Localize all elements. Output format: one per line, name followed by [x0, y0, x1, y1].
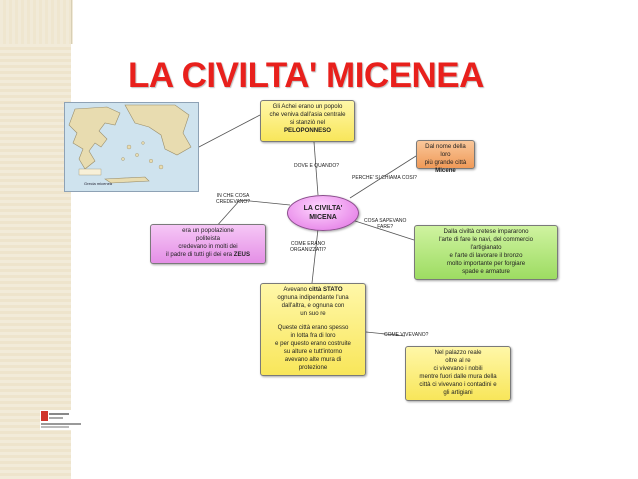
text: Gli Achei erano un popolo	[272, 103, 343, 110]
text: e l'arte di lavorare il bronzo	[449, 252, 523, 259]
text: gli artigiani	[443, 389, 473, 396]
text: molto importante per forgiare	[446, 260, 526, 267]
text: Micene	[435, 167, 456, 174]
text: Dal nome della loro	[425, 143, 466, 158]
text: ORGANIZZATI?	[290, 247, 327, 253]
text: e per questo erano costruite	[275, 340, 351, 347]
text: un suo re	[300, 310, 326, 317]
center-line1: LA CIVILTA'	[303, 205, 343, 212]
label-dove-quando: DOVE E QUANDO?	[294, 163, 340, 169]
text: l'arte di fare le navi, del commercio	[439, 236, 533, 243]
label-perche: PERCHE' SI CHIAMA COSI?	[352, 175, 417, 181]
text: spade e armature	[462, 268, 510, 275]
text: in lotta fra di loro	[290, 332, 336, 339]
text	[264, 286, 362, 294]
logo-icon	[40, 410, 86, 430]
text: Dalla civiltà cretese impararono	[443, 228, 529, 235]
text: mentre fuori dalle mura della	[419, 373, 497, 380]
text: oltre al re	[445, 357, 471, 364]
box-come-vivevano	[405, 346, 511, 401]
text: era un popolazione	[182, 227, 234, 234]
label-organizzati	[290, 241, 326, 253]
text: l'artigianato	[470, 244, 502, 251]
map-caption: Grecia micenea	[84, 181, 113, 186]
box-politeista	[150, 224, 266, 264]
text: Avevano	[283, 286, 308, 293]
text: ognuna indipendante l'una	[277, 294, 349, 301]
text: FARE?	[377, 224, 394, 230]
text: che veniva dall'asia centrale	[269, 111, 346, 118]
text: CREDEVANO?	[216, 199, 251, 205]
label-sapevano	[364, 218, 406, 230]
center-line2: MICENA	[309, 214, 337, 221]
text	[154, 251, 262, 259]
label-credevano	[216, 193, 250, 205]
text: si stanziò nel	[289, 119, 326, 126]
text: ci vivevano i nobili	[433, 365, 483, 372]
text: Nel palazzo reale	[434, 349, 482, 356]
text: città STATO	[308, 286, 343, 293]
text: più grande città	[424, 159, 467, 166]
box-cretese	[414, 225, 558, 280]
text: avevano alte mura di	[284, 356, 342, 363]
text: su alture e tutt'intorno	[283, 348, 343, 355]
text: ZEUS	[233, 251, 251, 258]
text: credevano in molti dei	[178, 243, 238, 250]
text: COME ERANO	[290, 241, 326, 247]
text: città ci vivevano i contadini e	[419, 381, 497, 388]
text: Queste città erano spesso	[277, 324, 349, 331]
text: IN CHE COSA	[216, 193, 250, 199]
text: PELOPONNESO	[283, 127, 332, 134]
page-title: LA CIVILTA' MICENEA	[128, 56, 484, 95]
text: COSA SAPEVANO	[364, 218, 407, 224]
box-citta-stato	[260, 283, 366, 376]
text: protezione	[298, 364, 328, 371]
box-micene	[416, 140, 475, 174]
box-peloponneso	[260, 100, 355, 142]
greece-map-image	[64, 102, 199, 192]
text: il padre di tutti gli dei era	[165, 251, 233, 258]
text: politeista	[195, 235, 221, 242]
center-node	[287, 195, 359, 231]
text: dall'altra, e ognuna con	[281, 302, 345, 309]
label-come-vivevano: COME VIVEVANO?	[384, 332, 429, 338]
